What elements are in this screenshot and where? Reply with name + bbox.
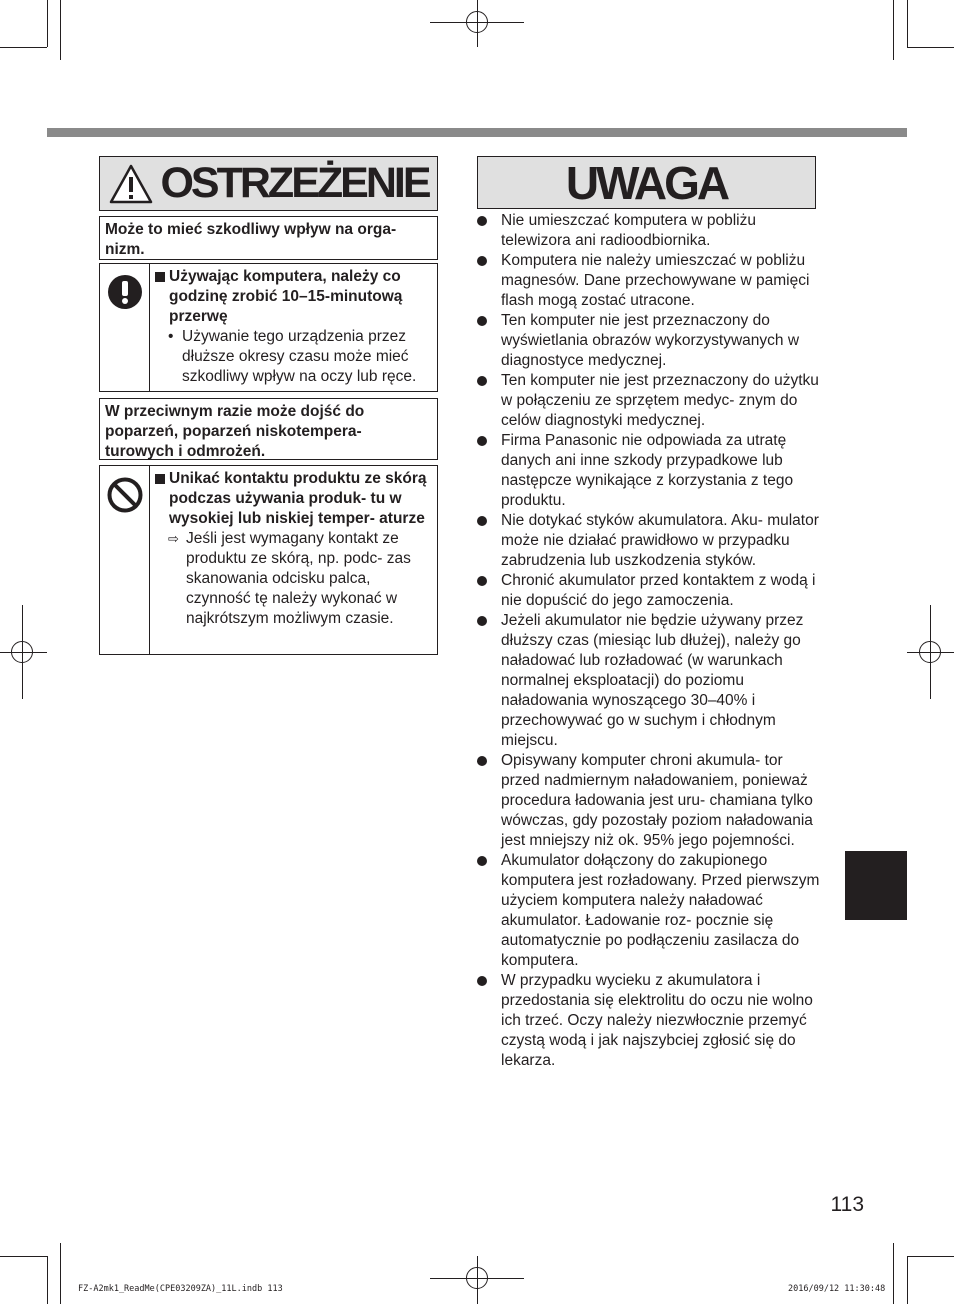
instruction-detail-1: • Używanie tego urządzenia przez dłuższe okresy czasu może mieć szkodliwy wpływ na oczy lub ręce. xyxy=(168,328,417,385)
footer-timestamp: 2016/09/12 11:30:48 xyxy=(788,1284,886,1294)
caution-list xyxy=(477,211,822,1071)
section-tab xyxy=(845,851,907,920)
list-item: Nie dotykać styków akumulatora. Aku- mulator może nie działać prawidłowo w przypadku zabrudzenia lub uszkodzenia styków. xyxy=(477,511,822,571)
prohibition-icon xyxy=(106,476,144,514)
list-item: Nie umieszczać komputera w pobliżu telewizora ani radioodbiornika. xyxy=(477,211,822,251)
instruction-detail-2: ⇨ Jeśli jest wymagany kontakt ze produktu ze skórą, np. podc- zas skanowania odcisku palca, czynność tę należy wykonać w najkrótszym możliwym czasie. xyxy=(168,530,411,627)
instruction-heading-1: Używając komputera, należy co godzinę zrobić 10–15-minutową przerwę xyxy=(154,267,433,327)
bullet-marker: • xyxy=(168,328,174,345)
warning-triangle-icon xyxy=(108,163,154,205)
list-item: Jeżeli akumulator nie będzie używany przez dłuższy czas (miesiąc lub dłużej), należy go naładować lub rozładować (w warunkach normalnej eksploatacji) do poziomu naładowania wynoszącego 30–40% i przechowywać go w suchym i chłodnym miejscu. xyxy=(477,611,822,751)
instruction-icon-cell xyxy=(100,466,150,654)
arrow-right-icon: ⇨ xyxy=(168,531,179,546)
warning-title-box xyxy=(99,156,438,211)
hazard-note-2: W przeciwnym razie może dojść do poparzeń, poparzeń niskotempera- turowych i odmrożeń. xyxy=(99,398,438,460)
square-bullet-icon xyxy=(155,474,165,484)
list-item: Opisywany komputer chroni akumula- tor przed nadmiernym naładowaniem, ponieważ procedura ładowania jest uru- chamiana tylko wówczas, gdy pozostały poziom naładowania jest mniejszy niż ok. 95% jego pojemności. xyxy=(477,751,822,851)
warning-title: OSTRZEŻENIE xyxy=(160,159,429,207)
list-item: Firma Panasonic nie odpowiada za utratę danych ani inne szkody przypadkowe lub następcze wynikające z korzystania z tego produktu. xyxy=(477,431,822,511)
exclamation-icon xyxy=(107,274,143,310)
header-band xyxy=(47,128,907,137)
list-item: Ten komputer nie jest przeznaczony do wyświetlania obrazów wykorzystywanych w diagnostyce medycznej. xyxy=(477,311,822,371)
list-item: Komputera nie należy umieszczać w pobliżu magnesów. Dane przechowywane w pamięci flash mogą zostać utracone. xyxy=(477,251,822,311)
instruction-block-1 xyxy=(99,263,438,392)
list-item: Ten komputer nie jest przeznaczony do użytku w połączeniu ze sprzętem medyc- znym do celów diagnostyki medycznej. xyxy=(477,371,822,431)
list-item: Akumulator dołączony do zakupionego komputera jest rozładowany. Przed pierwszym użyciem komputera należy naładować akumulator. Ładowanie roz- pocznie się automatycznie po podłączeniu zasilacza do komputera. xyxy=(477,851,822,971)
hazard-note-1: Może to mieć szkodliwy wpływ na orga- nizm. xyxy=(99,216,438,260)
square-bullet-icon xyxy=(155,272,165,282)
caution-title-box xyxy=(477,156,816,209)
page-number: 113 xyxy=(830,1193,864,1216)
instruction-block-2 xyxy=(99,465,438,655)
list-item: W przypadku wycieku z akumulatora i przedostania się elektrolitu do oczu nie wolno ich trzeć. Oczy należy niezwłocznie przemyć czystą wodą i jak najszybciej zgłosić się do lekarza. xyxy=(477,971,822,1071)
footer-file-info: FZ-A2mk1_ReadMe(CPE03209ZA)_11L.indb 113 xyxy=(78,1284,283,1294)
instruction-heading-2: Unikać kontaktu produktu ze skórą podczas używania produk- tu w wysokiej lub niskiej temper- aturze xyxy=(154,469,433,529)
caution-title: UWAGA xyxy=(565,156,728,209)
list-item: Chronić akumulator przed kontaktem z wodą i nie dopuścić do jego zamoczenia. xyxy=(477,571,822,611)
instruction-icon-cell xyxy=(100,264,150,391)
